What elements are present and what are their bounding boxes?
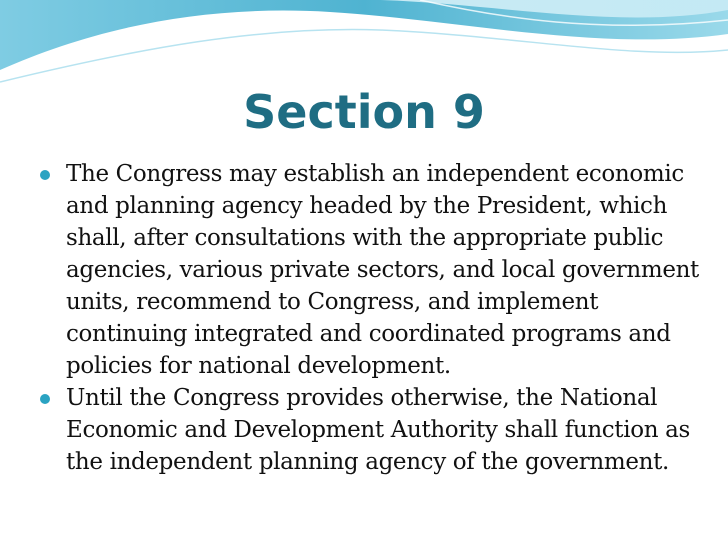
header-wave-decoration [0, 0, 728, 90]
bullet-dot-icon [40, 394, 50, 404]
bullet-item [20, 158, 710, 382]
bullet-text: Until the Congress provides otherwise, the National Economic and Development Authority shall function as the independent planning agency of the government. [66, 385, 690, 475]
slide-title: Section 9 [243, 85, 485, 139]
bullet-item [20, 382, 710, 478]
bullet-dot-icon [40, 170, 50, 180]
bullet-text: The Congress may establish an independent economic and planning agency headed by the President, which shall, after consultations with the appropriate public agencies, various private sectors, and local government units, recommend to Congress, and implement continuing integrated and coordinated programs and policies for national development. [66, 161, 699, 379]
bullet-list [20, 158, 710, 478]
